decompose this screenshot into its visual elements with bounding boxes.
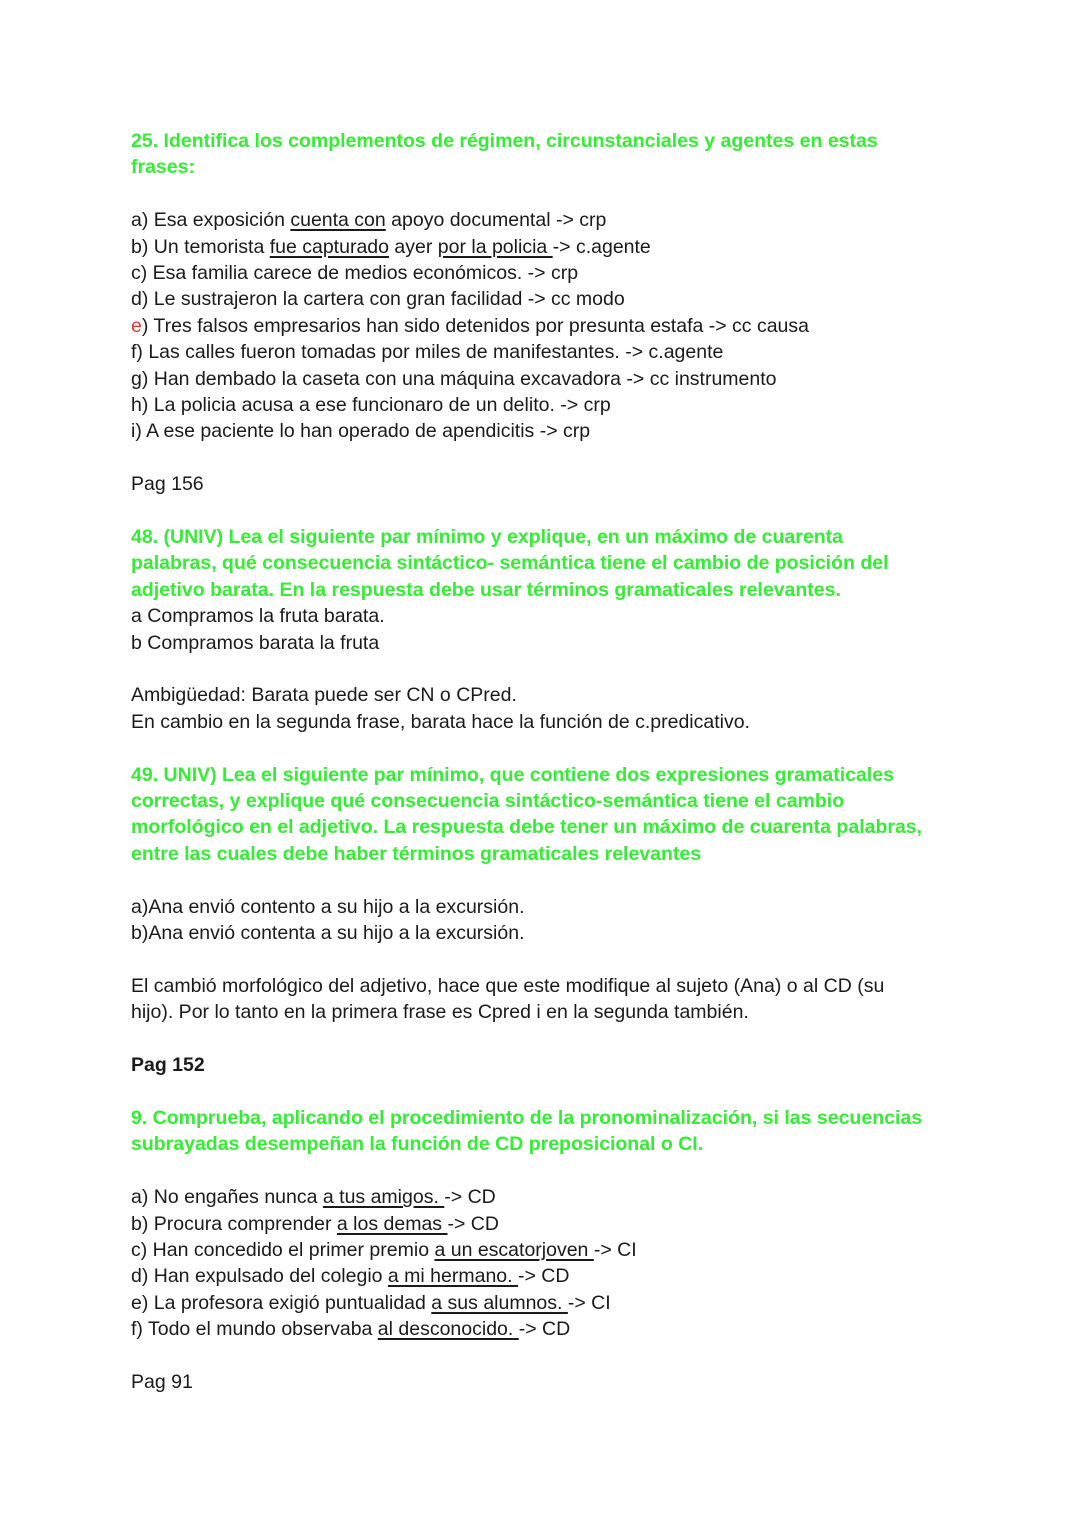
question-25-title-line-1: 25. Identifica los complementos de régimen, circunstanciales y agentes en estas [131,130,878,152]
q49-answer-line-2: hijo). Por lo tanto en la primera frase es Cpred i en la segunda también. [131,1001,749,1024]
underlined-phrase: al desconocido. [377,1318,519,1341]
q49-item-b: b)Ana envió contenta a su hijo a la excursión. [131,922,525,945]
question-48-title-line-2: palabras, qué consecuencia sintáctico- semántica tiene el cambio de posición del [131,552,889,575]
q48-answer-line-1: Ambigüedad: Barata puede ser CN o CPred. [131,684,517,707]
q25-item-c: c) Esa familia carece de medios económicos. -> crp [131,262,579,285]
page-reference-156: Pag 156 [131,473,204,496]
q9-item-a: a) No engañes nunca a tus amigos. -> CD [131,1186,496,1209]
q49-item-a: a)Ana envió contento a su hijo a la excursión. [131,895,525,918]
question-49-title-line-2: correctas, y explique qué consecuencia sintáctico-semántica tiene el cambio [131,790,845,813]
q9-item-b: b) Procura comprender a los demas -> CD [131,1212,499,1235]
document-page [131,128,961,1395]
q25-item-f: f) Las calles fueron tomadas por miles de manifestantes. -> c.agente [131,341,724,364]
q9-item-d: d) Han expulsado del colegio a mi hermano. -> CD [131,1265,570,1288]
question-48-title-line-1: 48. (UNIV) Lea el siguiente par mínimo y explique, en un máximo de cuarenta [131,526,843,549]
q25-item-b: b) Un temorista fue capturado ayer por la policia -> c.agente [131,235,651,258]
underlined-phrase: a un escatorjoven [434,1238,594,1261]
question-9-title-line-1: 9. Comprueba, aplicando el procedimiento de la pronominalización, si las secuencias [131,1106,923,1129]
question-9-title-line-2: subrayadas desempeñan la función de CD preposicional o CI. [131,1133,704,1156]
q9-item-c: c) Han concedido el primer premio a un escatorjoven -> CI [131,1238,637,1261]
red-marker: e [131,314,142,337]
q48-answer-line-2: En cambio en la segunda frase, barata hace la función de c.predicativo. [131,710,750,733]
q25-item-h: h) La policia acusa a ese funcionaro de un delito. -> crp [131,394,611,417]
underlined-phrase: a tus amigos. [322,1186,445,1209]
question-49-title-line-1: 49. UNIV) Lea el siguiente par mínimo, que contiene dos expresiones gramaticales [131,763,894,786]
q25-item-i: i) A ese paciente lo han operado de apendicitis -> crp [131,420,591,443]
q25-item-a: a) Esa exposición cuenta con apoyo documental -> crp [131,209,607,232]
question-49-title-line-4: entre las cuales debe haber términos gramaticales relevantes [131,842,702,865]
q9-item-e: e) La profesora exigió puntualidad a sus alumnos. -> CI [131,1291,611,1314]
question-49-title-line-3: morfológico en el adjetivo. La respuesta debe tener un máximo de cuarenta palabras, [131,816,923,839]
q48-item-a: a Compramos la fruta barata. [131,605,385,628]
q25-item-d: d) Le sustrajeron la cartera con gran facilidad -> cc modo [131,288,625,311]
underlined-phrase: fue capturado [269,235,389,258]
page-reference-152: Pag 152 [131,1054,205,1077]
question-48-title-line-3: adjetivo barata. En la respuesta debe usar términos gramaticales relevantes. [131,578,841,601]
question-25-title-line-2: frases: [131,156,195,179]
underlined-phrase: a sus alumnos. [431,1291,568,1314]
q48-item-b: b Compramos barata la fruta [131,631,380,654]
underlined-phrase: a mi hermano. [387,1265,518,1288]
q49-answer-line-1: El cambió morfológico del adjetivo, hace que este modifique al sujeto (Ana) o al CD (su [131,974,885,997]
q25-item-e: e) Tres falsos empresarios han sido detenidos por presunta estafa -> cc causa [131,314,810,337]
underlined-phrase: cuenta con [290,209,386,232]
page-reference-91: Pag 91 [131,1370,193,1393]
underlined-phrase: a los demas [336,1212,448,1235]
underlined-phrase: por la policia [437,235,553,258]
q9-item-f: f) Todo el mundo observaba al desconocido. -> CD [131,1318,571,1341]
q25-item-g: g) Han dembado la caseta con una máquina excavadora -> cc instrumento [131,367,777,390]
